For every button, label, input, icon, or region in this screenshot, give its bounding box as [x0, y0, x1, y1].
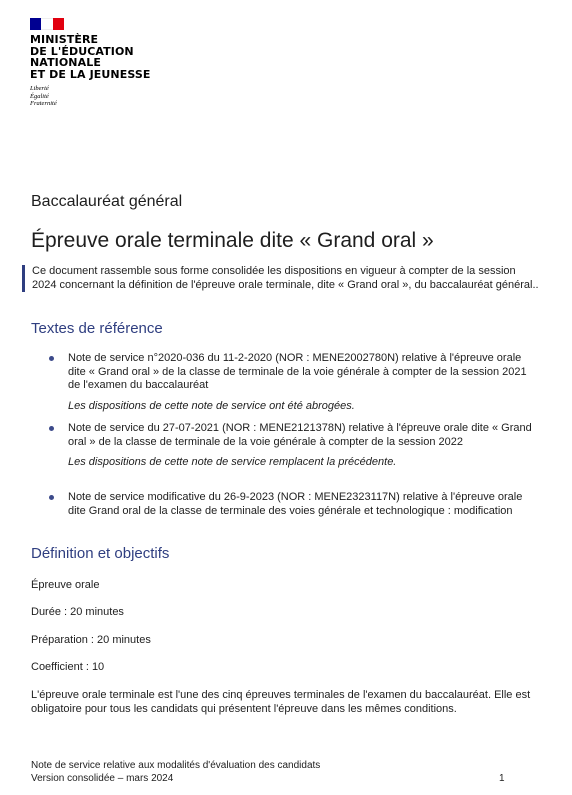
motto-line: Égalité — [30, 92, 49, 100]
ministry-line: ET DE LA JEUNESSE — [30, 67, 151, 81]
page-footer — [31, 760, 320, 785]
page-title: Épreuve orale terminale dite « Grand oral » — [31, 229, 434, 252]
ministry-line: NATIONALE — [30, 56, 101, 69]
page-number: 1 — [499, 773, 505, 784]
motto-line: Liberté — [30, 85, 49, 92]
reference-note: Les dispositions de cette note de service ont été abrogées. — [68, 399, 355, 412]
intro-paragraph: Ce document rassemble sous forme consolidée les dispositions en vigueur à compter de la session 2024 concernant la définition de l'épreuve orale terminale, dite « Grand oral », du baccalauréat général.. — [22, 265, 542, 292]
reference-item — [48, 422, 534, 470]
reference-text: Note de service n°2020-036 du 11-2-2020 (NOR : MENE2002780N) relative à l'épreuve orale dite « Grand oral » de la classe de terminale de la voie générale à compter de la session 2021 de l'examen du baccalauréat — [68, 352, 527, 391]
reference-item — [48, 491, 534, 518]
exam-coefficient: Coefficient : 10 — [31, 661, 105, 673]
motto-line: Fraternité — [30, 100, 57, 107]
reference-note: Les dispositions de cette note de service remplacent la précédente. — [68, 456, 397, 468]
exam-preparation: Préparation : 20 minutes — [31, 634, 151, 646]
bullet-icon — [49, 495, 54, 500]
references-heading: Textes de référence — [31, 320, 163, 337]
reference-list — [48, 491, 534, 518]
reference-text: Note de service du 27-07-2021 (NOR : MENE2121378N) relative à l'épreuve orale dite « Grand oral » de la classe de terminale de la voie générale à compter de la session 2022 — [68, 422, 532, 448]
bullet-icon — [49, 426, 54, 431]
document-supertitle: Baccalauréat général — [31, 193, 183, 210]
exam-duration: Durée : 20 minutes — [31, 606, 124, 618]
republic-motto — [30, 85, 170, 108]
reference-list — [48, 422, 534, 470]
ministry-logo — [30, 18, 170, 108]
reference-item — [48, 352, 534, 413]
footer-version: Version consolidée – mars 2024 — [31, 772, 174, 784]
ministry-line: DE L'ÉDUCATION — [30, 44, 134, 58]
exam-description: L'épreuve orale terminale est l'une des cinq épreuves terminales de l'examen du baccalauréat. Elle est obligatoire pour tous les candidats qui présentent l'épreuve dans les mêmes conditions. — [31, 689, 531, 715]
reference-text: Note de service modificative du 26-9-2023 (NOR : MENE2323117N) relative à l'épreuve orale dite Grand oral de la classe de terminale des voies générale et technologique : modification — [68, 491, 523, 517]
french-flag-icon — [30, 18, 64, 30]
ministry-line: MINISTÈRE — [30, 33, 99, 46]
reference-list — [48, 352, 534, 413]
bullet-icon — [49, 356, 54, 361]
exam-type: Épreuve orale — [31, 579, 100, 591]
definition-heading: Définition et objectifs — [31, 545, 170, 562]
ministry-name — [30, 34, 170, 80]
footer-note: Note de service relative aux modalités d'évaluation des candidats — [31, 760, 321, 771]
